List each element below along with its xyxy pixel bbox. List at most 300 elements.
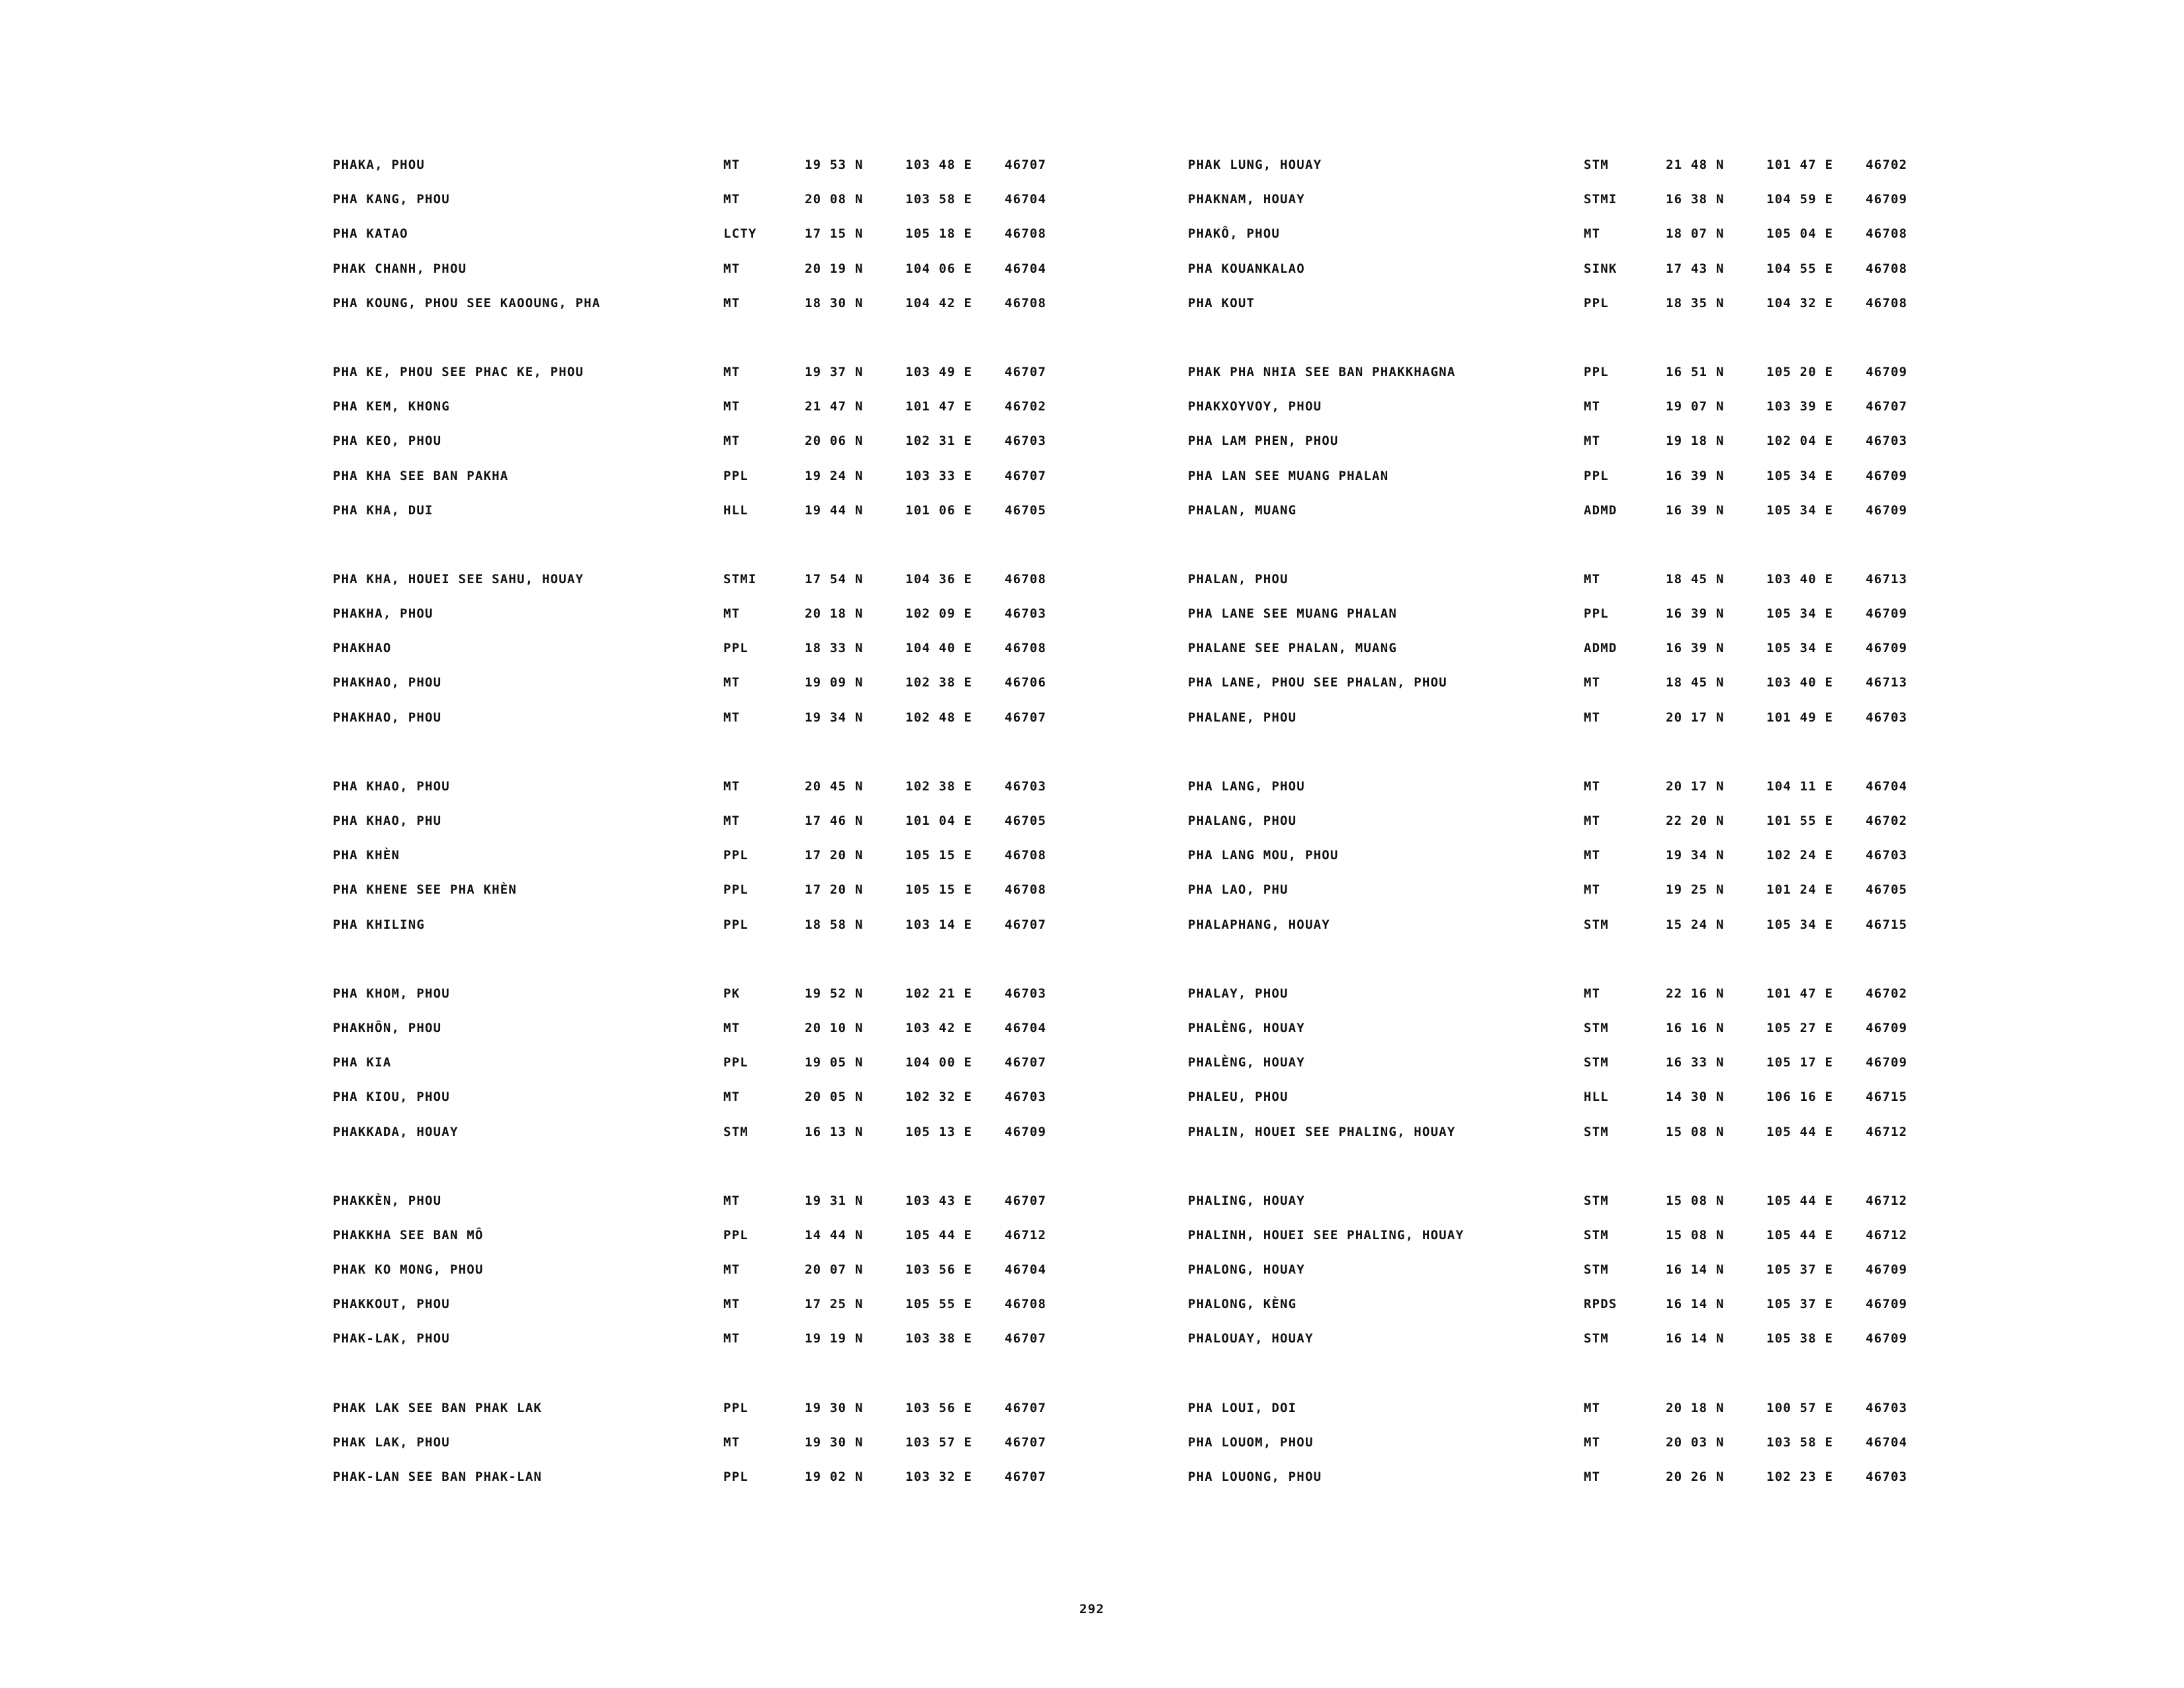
place-name: PHA LANG, PHOU [1188, 778, 1305, 794]
map-reference: 46712 [1866, 1193, 1908, 1208]
latitude: 20 03 N [1666, 1434, 1725, 1450]
map-reference: 46709 [1866, 502, 1908, 518]
latitude: 18 35 N [1666, 295, 1725, 310]
place-name: PHA KHA SEE BAN PAKHA [333, 468, 509, 483]
map-reference: 46707 [1005, 710, 1047, 725]
longitude: 105 13 E [905, 1124, 973, 1139]
longitude: 103 58 E [1766, 1434, 1834, 1450]
map-reference: 46707 [1005, 1400, 1047, 1415]
longitude: 105 20 E [1766, 364, 1834, 379]
longitude: 103 33 E [905, 468, 973, 483]
feature-code: STM [1584, 1124, 1609, 1139]
longitude: 103 49 E [905, 364, 973, 379]
latitude: 20 08 N [805, 192, 864, 207]
map-reference: 46709 [1866, 1331, 1908, 1346]
feature-code: MT [723, 364, 741, 379]
latitude: 15 24 N [1666, 917, 1725, 932]
map-reference: 46708 [1005, 1297, 1047, 1312]
longitude: 102 32 E [905, 1090, 973, 1105]
feature-code: MT [1584, 571, 1601, 586]
latitude: 17 25 N [805, 1297, 864, 1312]
feature-code: MT [1584, 675, 1601, 690]
map-reference: 46702 [1866, 158, 1908, 172]
map-reference: 46708 [1005, 295, 1047, 310]
map-reference: 46704 [1005, 192, 1047, 207]
map-reference: 46703 [1005, 606, 1047, 622]
longitude: 104 36 E [905, 571, 973, 586]
place-name: PHA KOUANKALAO [1188, 261, 1305, 276]
latitude: 19 52 N [805, 986, 864, 1001]
longitude: 104 55 E [1766, 261, 1834, 276]
longitude: 102 31 E [905, 434, 973, 449]
feature-code: MT [723, 1193, 741, 1208]
latitude: 19 07 N [1666, 399, 1725, 414]
map-reference: 46705 [1866, 882, 1908, 898]
map-reference: 46709 [1866, 1297, 1908, 1312]
longitude: 103 42 E [905, 1020, 973, 1035]
feature-code: PPL [1584, 606, 1609, 622]
place-name: PHALANE SEE PHALAN, MUANG [1188, 641, 1397, 656]
latitude: 17 15 N [805, 226, 864, 242]
feature-code: ADMD [1584, 641, 1617, 656]
place-name: PHAK LAK, PHOU [333, 1434, 450, 1450]
place-name: PHAKA, PHOU [333, 158, 426, 172]
longitude: 102 04 E [1766, 434, 1834, 449]
latitude: 20 17 N [1666, 778, 1725, 794]
map-reference: 46704 [1005, 1262, 1047, 1278]
longitude: 102 09 E [905, 606, 973, 622]
place-name: PHA KIOU, PHOU [333, 1090, 450, 1105]
latitude: 15 08 N [1666, 1124, 1725, 1139]
feature-code: MT [723, 778, 741, 794]
place-name: PHAKHÔN, PHOU [333, 1020, 442, 1035]
latitude: 16 39 N [1666, 502, 1725, 518]
latitude: 16 38 N [1666, 192, 1725, 207]
longitude: 103 40 E [1766, 675, 1834, 690]
latitude: 18 33 N [805, 641, 864, 656]
place-name: PHA KHAO, PHOU [333, 778, 450, 794]
map-reference: 46703 [1005, 778, 1047, 794]
longitude: 104 11 E [1766, 778, 1834, 794]
latitude: 18 45 N [1666, 571, 1725, 586]
latitude: 22 16 N [1666, 986, 1725, 1001]
feature-code: PPL [723, 641, 749, 656]
longitude: 105 44 E [1766, 1124, 1834, 1139]
longitude: 103 48 E [905, 158, 973, 172]
feature-code: PPL [723, 468, 749, 483]
map-reference: 46709 [1866, 641, 1908, 656]
feature-code: PPL [723, 1400, 749, 1415]
place-name: PHAK PHA NHIA SEE BAN PHAKKHAGNA [1188, 364, 1456, 379]
longitude: 102 23 E [1766, 1470, 1834, 1484]
latitude: 18 45 N [1666, 675, 1725, 690]
place-name: PHA LOUONG, PHOU [1188, 1470, 1322, 1484]
longitude: 102 21 E [905, 986, 973, 1001]
longitude: 103 57 E [905, 1434, 973, 1450]
longitude: 101 47 E [1766, 986, 1834, 1001]
feature-code: MT [723, 261, 741, 276]
place-name: PHALONG, KÈNG [1188, 1297, 1297, 1312]
feature-code: MT [1584, 1470, 1601, 1484]
map-reference: 46707 [1005, 1434, 1047, 1450]
place-name: PHA KHENE SEE PHA KHÈN [333, 882, 518, 898]
place-name: PHALING, HOUAY [1188, 1193, 1305, 1208]
map-reference: 46707 [1005, 917, 1047, 932]
latitude: 22 20 N [1666, 814, 1725, 828]
place-name: PHA KHA, DUI [333, 502, 433, 518]
map-reference: 46706 [1005, 675, 1047, 690]
latitude: 17 46 N [805, 814, 864, 828]
longitude: 102 24 E [1766, 848, 1834, 863]
feature-code: STM [1584, 917, 1609, 932]
place-name: PHA KEO, PHOU [333, 434, 442, 449]
place-name: PHALÈNG, HOUAY [1188, 1020, 1305, 1035]
latitude: 15 08 N [1666, 1227, 1725, 1243]
map-reference: 46708 [1866, 295, 1908, 310]
longitude: 104 32 E [1766, 295, 1834, 310]
map-reference: 46703 [1005, 1090, 1047, 1105]
longitude: 103 56 E [905, 1262, 973, 1278]
feature-code: PPL [1584, 295, 1609, 310]
feature-code: MT [1584, 1434, 1601, 1450]
feature-code: PPL [723, 848, 749, 863]
place-name: PHALAN, MUANG [1188, 502, 1297, 518]
longitude: 101 47 E [905, 399, 973, 414]
longitude: 105 34 E [1766, 641, 1834, 656]
place-name: PHAKXOYVOY, PHOU [1188, 399, 1322, 414]
longitude: 102 48 E [905, 710, 973, 725]
longitude: 105 15 E [905, 882, 973, 898]
longitude: 104 42 E [905, 295, 973, 310]
map-reference: 46707 [1005, 364, 1047, 379]
place-name: PHAKKÈN, PHOU [333, 1193, 442, 1208]
latitude: 19 34 N [1666, 848, 1725, 863]
longitude: 105 44 E [1766, 1227, 1834, 1243]
place-name: PHA KIA [333, 1055, 392, 1070]
place-name: PHA LAM PHEN, PHOU [1188, 434, 1339, 449]
map-reference: 46708 [1005, 571, 1047, 586]
place-name: PHALANG, PHOU [1188, 814, 1297, 828]
feature-code: MT [1584, 814, 1601, 828]
feature-code: RPDS [1584, 1297, 1617, 1312]
map-reference: 46703 [1866, 1400, 1908, 1415]
longitude: 105 37 E [1766, 1297, 1834, 1312]
feature-code: MT [1584, 399, 1601, 414]
map-reference: 46715 [1866, 917, 1908, 932]
longitude: 101 04 E [905, 814, 973, 828]
place-name: PHA KHAO, PHU [333, 814, 442, 828]
latitude: 19 34 N [805, 710, 864, 725]
longitude: 101 06 E [905, 502, 973, 518]
longitude: 105 27 E [1766, 1020, 1834, 1035]
latitude: 19 37 N [805, 364, 864, 379]
latitude: 19 30 N [805, 1434, 864, 1450]
longitude: 105 44 E [1766, 1193, 1834, 1208]
place-name: PHAK KO MONG, PHOU [333, 1262, 484, 1278]
latitude: 16 16 N [1666, 1020, 1725, 1035]
feature-code: STM [1584, 158, 1609, 172]
feature-code: STM [1584, 1331, 1609, 1346]
latitude: 18 07 N [1666, 226, 1725, 242]
feature-code: PPL [723, 917, 749, 932]
feature-code: PPL [723, 1055, 749, 1070]
place-name: PHA KOUNG, PHOU SEE KAOOUNG, PHA [333, 295, 601, 310]
feature-code: MT [723, 1090, 741, 1105]
latitude: 17 43 N [1666, 261, 1725, 276]
latitude: 20 10 N [805, 1020, 864, 1035]
latitude: 20 17 N [1666, 710, 1725, 725]
longitude: 101 47 E [1766, 158, 1834, 172]
latitude: 16 14 N [1666, 1331, 1725, 1346]
latitude: 16 14 N [1666, 1262, 1725, 1278]
map-reference: 46702 [1866, 986, 1908, 1001]
place-name: PHAKKOUT, PHOU [333, 1297, 450, 1312]
map-reference: 46705 [1005, 814, 1047, 828]
feature-code: MT [723, 1020, 741, 1035]
map-reference: 46708 [1005, 641, 1047, 656]
feature-code: MT [723, 675, 741, 690]
feature-code: STM [1584, 1020, 1609, 1035]
latitude: 20 05 N [805, 1090, 864, 1105]
place-name: PHAKKHA SEE BAN MÔ [333, 1227, 484, 1243]
latitude: 21 47 N [805, 399, 864, 414]
longitude: 102 38 E [905, 778, 973, 794]
place-name: PHA LOUOM, PHOU [1188, 1434, 1314, 1450]
longitude: 105 38 E [1766, 1331, 1834, 1346]
latitude: 19 18 N [1666, 434, 1725, 449]
feature-code: HLL [723, 502, 749, 518]
latitude: 19 24 N [805, 468, 864, 483]
feature-code: STMI [723, 571, 757, 586]
map-reference: 46712 [1866, 1227, 1908, 1243]
place-name: PHA LANG MOU, PHOU [1188, 848, 1339, 863]
map-reference: 46712 [1005, 1227, 1047, 1243]
feature-code: MT [723, 158, 741, 172]
feature-code: MT [1584, 710, 1601, 725]
latitude: 20 26 N [1666, 1470, 1725, 1484]
place-name: PHAK-LAN SEE BAN PHAK-LAN [333, 1470, 542, 1484]
latitude: 15 08 N [1666, 1193, 1725, 1208]
latitude: 20 19 N [805, 261, 864, 276]
longitude: 102 38 E [905, 675, 973, 690]
latitude: 20 06 N [805, 434, 864, 449]
latitude: 19 31 N [805, 1193, 864, 1208]
latitude: 19 44 N [805, 502, 864, 518]
feature-code: PK [723, 986, 741, 1001]
feature-code: MT [1584, 434, 1601, 449]
map-reference: 46703 [1866, 434, 1908, 449]
latitude: 16 33 N [1666, 1055, 1725, 1070]
map-reference: 46709 [1005, 1124, 1047, 1139]
place-name: PHA KANG, PHOU [333, 192, 450, 207]
place-name: PHAKHAO, PHOU [333, 675, 442, 690]
latitude: 17 20 N [805, 848, 864, 863]
map-reference: 46702 [1866, 814, 1908, 828]
feature-code: LCTY [723, 226, 757, 242]
place-name: PHA KHÈN [333, 848, 400, 863]
feature-code: MT [723, 1262, 741, 1278]
latitude: 16 51 N [1666, 364, 1725, 379]
place-name: PHAKHAO [333, 641, 392, 656]
map-reference: 46708 [1005, 226, 1047, 242]
feature-code: STM [723, 1124, 749, 1139]
map-reference: 46707 [1866, 399, 1908, 414]
place-name: PHALIN, HOUEI SEE PHALING, HOUAY [1188, 1124, 1456, 1139]
longitude: 105 34 E [1766, 468, 1834, 483]
latitude: 18 58 N [805, 917, 864, 932]
longitude: 104 59 E [1766, 192, 1834, 207]
feature-code: MT [1584, 848, 1601, 863]
map-reference: 46707 [1005, 158, 1047, 172]
latitude: 19 09 N [805, 675, 864, 690]
map-reference: 46703 [1005, 434, 1047, 449]
map-reference: 46703 [1866, 1470, 1908, 1484]
latitude: 20 07 N [805, 1262, 864, 1278]
longitude: 105 44 E [905, 1227, 973, 1243]
feature-code: PPL [1584, 468, 1609, 483]
place-name: PHAK LUNG, HOUAY [1188, 158, 1322, 172]
feature-code: PPL [723, 1470, 749, 1484]
latitude: 19 05 N [805, 1055, 864, 1070]
latitude: 16 14 N [1666, 1297, 1725, 1312]
place-name: PHA KATAO [333, 226, 408, 242]
latitude: 19 02 N [805, 1470, 864, 1484]
feature-code: PPL [723, 1227, 749, 1243]
map-reference: 46709 [1866, 364, 1908, 379]
latitude: 16 39 N [1666, 468, 1725, 483]
page-number: 292 [1079, 1602, 1105, 1617]
place-name: PHALEU, PHOU [1188, 1090, 1289, 1105]
place-name: PHAKHA, PHOU [333, 606, 433, 622]
feature-code: MT [1584, 986, 1601, 1001]
map-reference: 46713 [1866, 675, 1908, 690]
longitude: 105 34 E [1766, 502, 1834, 518]
map-reference: 46702 [1005, 399, 1047, 414]
longitude: 105 17 E [1766, 1055, 1834, 1070]
map-reference: 46708 [1866, 226, 1908, 242]
map-reference: 46703 [1005, 986, 1047, 1001]
longitude: 105 55 E [905, 1297, 973, 1312]
map-reference: 46709 [1866, 1262, 1908, 1278]
longitude: 103 58 E [905, 192, 973, 207]
latitude: 16 13 N [805, 1124, 864, 1139]
longitude: 105 04 E [1766, 226, 1834, 242]
place-name: PHA LAN SEE MUANG PHALAN [1188, 468, 1389, 483]
longitude: 101 55 E [1766, 814, 1834, 828]
map-reference: 46709 [1866, 1055, 1908, 1070]
map-reference: 46713 [1866, 571, 1908, 586]
feature-code: MT [1584, 778, 1601, 794]
feature-code: MT [723, 1297, 741, 1312]
place-name: PHALÈNG, HOUAY [1188, 1055, 1305, 1070]
feature-code: MT [723, 710, 741, 725]
longitude: 104 06 E [905, 261, 973, 276]
place-name: PHA KHOM, PHOU [333, 986, 450, 1001]
latitude: 20 18 N [805, 606, 864, 622]
place-name: PHA KEM, KHONG [333, 399, 450, 414]
longitude: 105 34 E [1766, 606, 1834, 622]
longitude: 105 18 E [905, 226, 973, 242]
place-name: PHA KOUT [1188, 295, 1255, 310]
map-reference: 46708 [1005, 848, 1047, 863]
place-name: PHA KHILING [333, 917, 426, 932]
latitude: 17 20 N [805, 882, 864, 898]
place-name: PHALINH, HOUEI SEE PHALING, HOUAY [1188, 1227, 1465, 1243]
feature-code: PPL [1584, 364, 1609, 379]
feature-code: STM [1584, 1055, 1609, 1070]
latitude: 16 39 N [1666, 606, 1725, 622]
feature-code: MT [723, 1434, 741, 1450]
feature-code: STM [1584, 1227, 1609, 1243]
place-name: PHALONG, HOUAY [1188, 1262, 1305, 1278]
longitude: 103 40 E [1766, 571, 1834, 586]
place-name: PHAKÔ, PHOU [1188, 226, 1281, 242]
feature-code: MT [723, 295, 741, 310]
latitude: 17 54 N [805, 571, 864, 586]
latitude: 16 39 N [1666, 641, 1725, 656]
feature-code: MT [723, 192, 741, 207]
map-reference: 46709 [1866, 606, 1908, 622]
latitude: 14 44 N [805, 1227, 864, 1243]
feature-code: MT [1584, 882, 1601, 898]
place-name: PHA LAO, PHU [1188, 882, 1289, 898]
map-reference: 46707 [1005, 1331, 1047, 1346]
map-reference: 46707 [1005, 1193, 1047, 1208]
longitude: 103 39 E [1766, 399, 1834, 414]
feature-code: MT [723, 399, 741, 414]
longitude: 100 57 E [1766, 1400, 1834, 1415]
place-name: PHALAPHANG, HOUAY [1188, 917, 1330, 932]
feature-code: ADMD [1584, 502, 1617, 518]
longitude: 104 00 E [905, 1055, 973, 1070]
feature-code: STM [1584, 1262, 1609, 1278]
latitude: 19 53 N [805, 158, 864, 172]
longitude: 101 24 E [1766, 882, 1834, 898]
map-reference: 46709 [1866, 468, 1908, 483]
place-name: PHALOUAY, HOUAY [1188, 1331, 1314, 1346]
place-name: PHALANE, PHOU [1188, 710, 1297, 725]
place-name: PHA LANE SEE MUANG PHALAN [1188, 606, 1397, 622]
map-reference: 46704 [1005, 261, 1047, 276]
place-name: PHA KHA, HOUEI SEE SAHU, HOUAY [333, 571, 584, 586]
map-reference: 46703 [1866, 710, 1908, 725]
latitude: 20 18 N [1666, 1400, 1725, 1415]
place-name: PHAKNAM, HOUAY [1188, 192, 1305, 207]
map-reference: 46709 [1866, 1020, 1908, 1035]
longitude: 103 38 E [905, 1331, 973, 1346]
longitude: 103 56 E [905, 1400, 973, 1415]
map-reference: 46708 [1005, 882, 1047, 898]
longitude: 103 43 E [905, 1193, 973, 1208]
map-reference: 46715 [1866, 1090, 1908, 1105]
longitude: 105 34 E [1766, 917, 1834, 932]
latitude: 20 45 N [805, 778, 864, 794]
map-reference: 46704 [1005, 1020, 1047, 1035]
longitude: 105 37 E [1766, 1262, 1834, 1278]
latitude: 19 25 N [1666, 882, 1725, 898]
latitude: 19 19 N [805, 1331, 864, 1346]
longitude: 106 16 E [1766, 1090, 1834, 1105]
map-reference: 46704 [1866, 778, 1908, 794]
feature-code: PPL [723, 882, 749, 898]
map-reference: 46704 [1866, 1434, 1908, 1450]
place-name: PHA LOUI, DOI [1188, 1400, 1297, 1415]
feature-code: MT [723, 434, 741, 449]
map-reference: 46707 [1005, 1470, 1047, 1484]
map-reference: 46708 [1866, 261, 1908, 276]
place-name: PHAKKADA, HOUAY [333, 1124, 459, 1139]
latitude: 19 30 N [805, 1400, 864, 1415]
